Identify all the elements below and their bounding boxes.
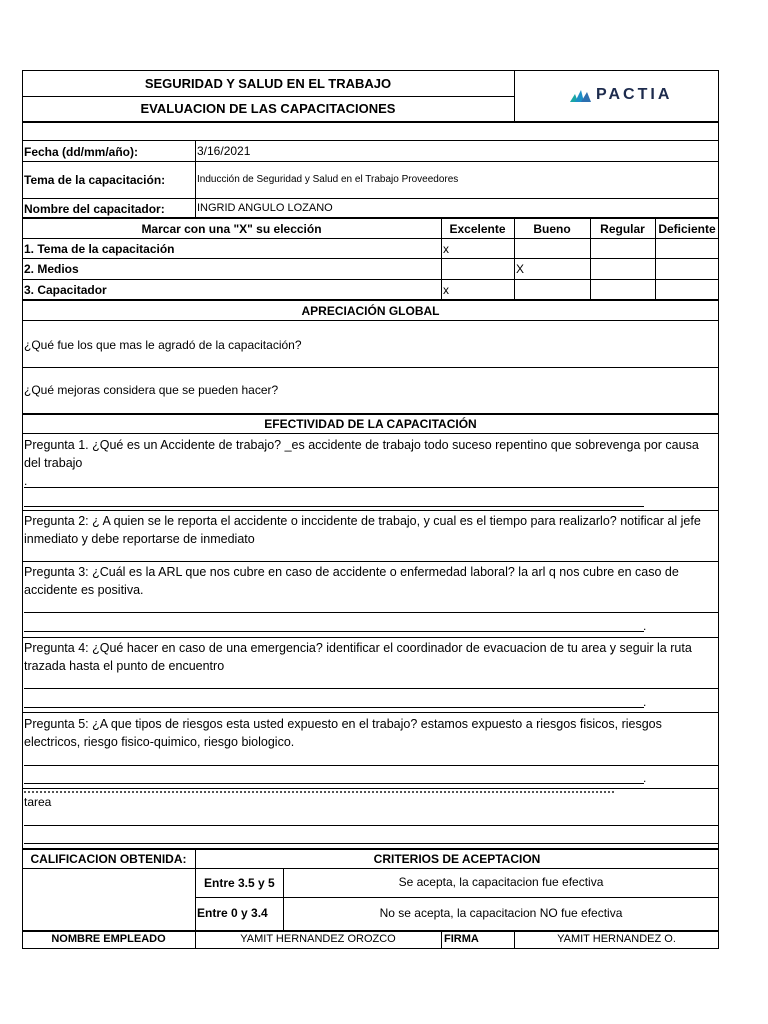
effectiveness-title: EFECTIVIDAD DE LA CAPACITACIÓN — [264, 417, 477, 431]
firma-label: FIRMA — [444, 933, 479, 945]
answer-line — [24, 783, 644, 784]
logo-text: PACTIA — [596, 86, 673, 103]
row-line — [22, 510, 719, 511]
row-line — [22, 637, 719, 638]
answer-line — [24, 612, 718, 613]
row-line — [22, 279, 719, 280]
form-subtitle: EVALUACION DE LAS CAPACITACIONES — [140, 101, 396, 116]
global-question-1: ¿Qué fue los que mas le agradó de la capacitación? — [24, 338, 302, 352]
row-line — [22, 868, 719, 869]
global-title: APRECIACIÓN GLOBAL — [301, 304, 440, 318]
header-mid-line — [22, 96, 514, 97]
answer-line — [24, 765, 718, 766]
answer-line-dot: . — [643, 695, 647, 709]
question-5: Pregunta 5: ¿A que tipos de riesgos esta usted expuesto en el trabajo? estamos expuesto a riesgos fisicos, riesgos electricos, riesgo fisico-quimico, riesgo biologico. — [24, 717, 662, 749]
row-line — [22, 140, 719, 141]
row-line — [22, 788, 719, 789]
range-1-label: Entre 3.5 y 5 — [204, 876, 275, 890]
fecha-label: Fecha (dd/mm/año): — [24, 145, 139, 159]
firma-value: YAMIT HERNANDEZ O. — [557, 933, 676, 945]
rating-mark[interactable]: X — [516, 262, 525, 276]
rating-mark[interactable]: x — [443, 242, 449, 256]
fecha-value: 3/16/2021 — [197, 144, 251, 158]
col-excelente: Excelente — [449, 222, 506, 236]
empleado-label: NOMBRE EMPLEADO — [51, 933, 166, 945]
capacitador-label: Nombre del capacitador: — [24, 202, 165, 216]
question-6-tail: tarea — [24, 795, 52, 809]
question-4: Pregunta 4: ¿Qué hacer en caso de una emergencia? identificar el coordinador de evacuacion de tu area y seguir la ruta trazada hasta el punto de encuentro — [24, 641, 692, 673]
answer-line — [24, 631, 644, 632]
rating-row-label: 2. Medios — [24, 262, 79, 276]
answer-line-dot: . — [643, 619, 647, 633]
range-2-label: Entre 0 y 3.4 — [197, 906, 268, 920]
header-divider — [514, 70, 515, 122]
question-3: Pregunta 3: ¿Cuál es la ARL que nos cubre en caso de accidente o enfermedad laboral? la arl q nos cubre en caso de accidente es positiva. — [24, 565, 679, 597]
row-line — [22, 161, 719, 162]
empleado-value: YAMIT HERNANDEZ OROZCO — [240, 933, 396, 945]
col-line — [195, 140, 196, 218]
capacitador-value: INGRID ANGULO LOZANO — [197, 202, 333, 214]
range-1-text: Se acepta, la capacitacion fue efectiva — [398, 875, 604, 889]
tema-value: Inducción de Seguridad y Salud en el Trabajo Proveedores — [197, 174, 459, 185]
rating-instruction: Marcar con una "X" su elección — [141, 222, 322, 236]
answer-line — [24, 707, 644, 708]
col-line — [441, 931, 442, 949]
answer-line — [24, 506, 644, 507]
col-deficiente: Deficiente — [658, 222, 716, 236]
col-regular: Regular — [600, 222, 645, 236]
answer-line — [24, 843, 718, 844]
row-line — [22, 433, 719, 434]
row-line — [22, 561, 719, 562]
company-logo — [570, 86, 672, 104]
rating-row-label: 1. Tema de la capacitación — [24, 242, 175, 256]
calificacion-label: CALIFICACION OBTENIDA: — [30, 852, 187, 866]
row-line — [22, 320, 719, 321]
answer-line — [24, 688, 718, 689]
row-line — [22, 367, 719, 368]
row-line — [22, 198, 719, 199]
criterios-title: CRITERIOS DE ACEPTACION — [373, 852, 541, 866]
clipped-text-fragment — [24, 791, 614, 793]
range-2-text: No se acepta, la capacitacion NO fue efectiva — [379, 906, 623, 920]
tema-label: Tema de la capacitación: — [24, 173, 166, 187]
answer-line — [24, 487, 718, 488]
global-question-2: ¿Qué mejoras considera que se pueden hacer? — [24, 383, 279, 397]
answer-line — [24, 825, 718, 826]
question-2: Pregunta 2: ¿ A quien se le reporta el accidente o inccidente de trabajo, y cual es el tiempo para realizarlo? notificar al jefe inmediato y debe reportarse de inmediato — [24, 514, 701, 546]
row-line — [22, 258, 719, 259]
answer-line-dot: . — [643, 771, 647, 785]
question-1: Pregunta 1. ¿Qué es un Accidente de trabajo? _es accidente de trabajo todo suceso repentino que sobrevenga por causa del trabajo — [24, 438, 699, 470]
answer-line-dot: . — [24, 474, 28, 488]
pactia-mark-icon — [570, 88, 592, 102]
rating-mark[interactable]: x — [443, 283, 449, 297]
col-bueno: Bueno — [533, 222, 571, 236]
row-line — [22, 712, 719, 713]
form-title: SEGURIDAD Y SALUD EN EL TRABAJO — [144, 76, 392, 91]
row-line — [22, 238, 719, 239]
row-line — [195, 897, 719, 898]
rating-row-label: 3. Capacitador — [24, 283, 107, 297]
